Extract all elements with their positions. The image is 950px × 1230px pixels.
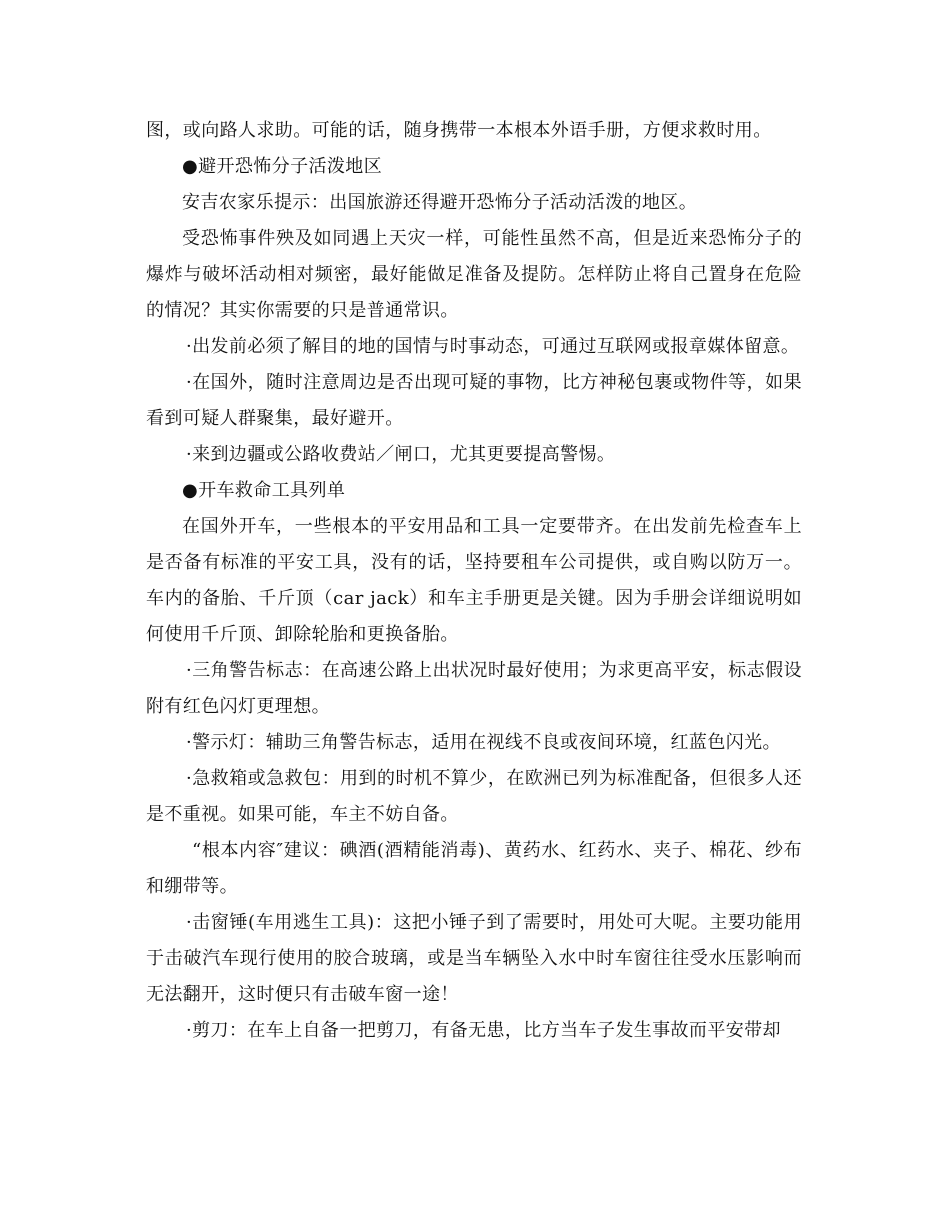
- heading-avoid-terror-areas: ●避开恐怖分子活泼地区: [182, 156, 383, 177]
- bullet-item-before-departure: ·出发前必须了解目的地的国情与时事动态，可通过互联网或报章媒体留意。: [186, 336, 800, 357]
- bullet-item-scissors: ·剪刀：在车上自备一把剪刀，有备无患，比方当车子发生事故而平安带却: [186, 1020, 781, 1041]
- bullet-item-warning-triangle: ·三角警告标志：在高速公路上出状况时最好使用；为求更高平安，标志假设附有红色闪灯更理想。: [146, 660, 802, 717]
- bullet-item-abroad-awareness: ·在国外，随时注意周边是否出现可疑的事物，比方神秘包裹或物件等，如果看到可疑人群聚集，最好避开。: [146, 372, 802, 429]
- heading-driving-tools: ●开车救命工具列单: [182, 480, 346, 501]
- paragraph-driving-abroad: 在国外开车，一些根本的平安用品和工具一定要带齐。在出发前先检查车上是否备有标准的平安工具，没有的话，坚持要租车公司提供，或自购以防万一。车内的备胎、千斤顶（car jack）和车主手册更是关键。因为手册会详细说明如何使用千斤顶、卸除轮胎和更换备胎。: [146, 516, 802, 645]
- bullet-item-warning-light: ·警示灯：辅助三角警告标志，适用在视线不良或夜间环境，红蓝色闪光。: [186, 732, 781, 753]
- bullet-item-first-aid-kit: ·急救箱或急救包：用到的时机不算少，在欧洲已列为标准配备，但很多人还是不重视。如果可能，车主不妨自备。: [146, 768, 802, 825]
- paragraph-tip: 安吉农家乐提示：出国旅游还得避开恐怖分子活动活泼的地区。: [182, 192, 698, 213]
- paragraph-terror-risk: 受恐怖事件殃及如同遇上天灾一样，可能性虽然不高，但是近来恐怖分子的爆炸与破坏活动相对频密，最好能做足准备及提防。怎样防止将自己置身在危险的情况？其实你需要的只是普通常识。: [146, 228, 802, 321]
- bullet-item-window-hammer: ·击窗锤(车用逃生工具)：这把小锤子到了需要时，用处可大呢。主要功能用于击破汽车现行使用的胶合玻璃，或是当车辆坠入水中时车窗往往受水压影响而无法翻开，这时便只有击破车窗一途！: [146, 912, 802, 1005]
- bullet-item-border-checkpoint: ·来到边疆或公路收费站／闸口，尤其更要提高警惕。: [186, 444, 616, 465]
- paragraph-first-aid-contents: “根本内容″建议：碘酒(酒精能消毒)、黄药水、红药水、夹子、棉花、纱布和绷带等。: [146, 840, 802, 897]
- paragraph-continuation: 图，或向路人求助。可能的话，随身携带一本根本外语手册，方便求救时用。: [146, 120, 772, 141]
- document-body: [146, 113, 802, 1049]
